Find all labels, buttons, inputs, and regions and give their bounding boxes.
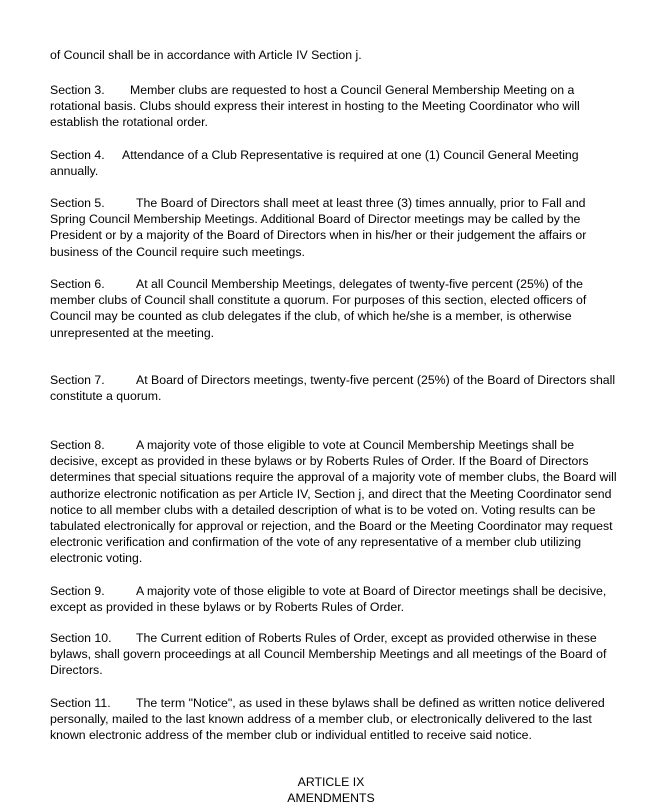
section-text: At all Council Membership Meetings, delegates of twenty-five percent (25%) of the member clubs of Council shall constitute a quorum. For purposes of this section, elected officers of Council may be counted as club delegates if the club, of which he/she is a member, is otherwise unrepresented at the meeting. [50, 277, 587, 340]
section-10 [50, 630, 618, 679]
section-text: A majority vote of those eligible to vote at Council Membership Meetings shall be decisive, except as provided in these bylaws or by Roberts Rules of Order. If the Board of Directors determines that special situations require the approval of a majority vote of member clubs, the Board will authorize electronic notification as per Article IV, Section j, and direct that the Meeting Coordinator send notice to all member clubs with a detailed description of what is to be voted on. Voting results can be tabulated electronically for approval or rejection, and the Board or the Meeting Coordinator may request electronic verification and confirmation of the vote of any representative of a member club utilizing electronic voting. [50, 438, 617, 566]
section-text: Attendance of a Club Representative is required at one (1) Council General Meeting annually. [50, 148, 579, 179]
section-3 [50, 82, 618, 131]
section-5 [50, 195, 618, 260]
section-text: A majority vote of those eligible to vote at Board of Director meetings shall be decisive, except as provided in these bylaws or by Roberts Rules of Order. [50, 584, 607, 615]
intro-text: of Council shall be in accordance with Article IV Section j. [50, 48, 362, 62]
section-11 [50, 695, 618, 744]
section-text: Member clubs are requested to host a Council General Membership Meeting on a rotational basis. Clubs should express their interest in hosting to the Meeting Coordinator who will establish the rotational order. [50, 83, 580, 130]
section-label: Section 10. [50, 631, 112, 645]
section-label: Section 6. [50, 277, 105, 291]
article-title: AMENDMENTS [287, 791, 375, 805]
section-label: Section 4. [50, 148, 105, 162]
section-7 [50, 372, 618, 404]
section-8 [50, 437, 618, 567]
section-label: Section 7. [50, 373, 105, 387]
section-label: Section 8. [50, 438, 105, 452]
section-label: Section 9. [50, 584, 105, 598]
section-6 [50, 276, 618, 341]
section-4 [50, 147, 618, 179]
section-text: The Board of Directors shall meet at least three (3) times annually, prior to Fall and Spring Council Membership Meetings. Additional Board of Director meetings may be called by the President or by a majority of the Board of Directors when in his/her or their judgement the affairs or business of the Council require such meetings. [50, 196, 587, 259]
article-number: ARTICLE IX [297, 775, 365, 789]
section-text: The term "Notice", as used in these bylaws shall be defined as written notice delivered personally, mailed to the last known address of a member club, or electronically delivered to the last known electronic address of the member club or individual entitled to receive said notice. [50, 696, 605, 743]
section-label: Section 11. [50, 696, 111, 710]
section-9 [50, 583, 618, 615]
section-text: The Current edition of Roberts Rules of Order, except as provided otherwise in these bylaws, shall govern proceedings at all Council Membership Meetings and all meetings of the Board of Directors. [50, 631, 607, 678]
section-label: Section 5. [50, 196, 105, 210]
section-text: At Board of Directors meetings, twenty-five percent (25%) of the Board of Directors shall constitute a quorum. [50, 373, 616, 404]
section-label: Section 3. [50, 83, 105, 97]
